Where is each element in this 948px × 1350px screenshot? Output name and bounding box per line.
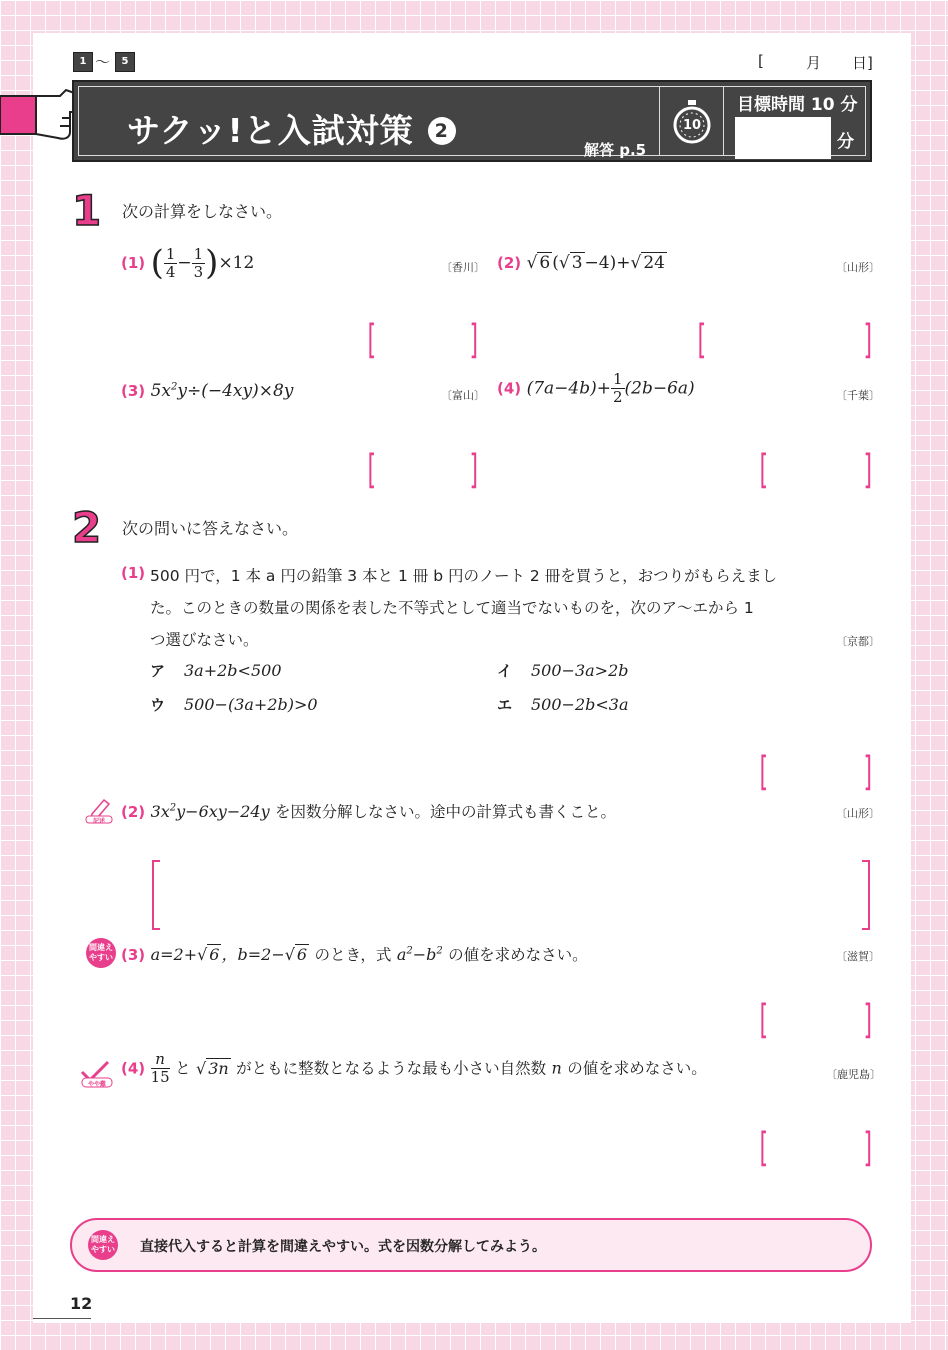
choice-key: ウ [150,696,166,714]
problem-label: (1) [121,254,146,272]
answer-bracket-left: [ [759,749,769,795]
answer-bracket-left: [ [697,317,707,363]
minutes-unit-label: 分 [837,132,854,152]
banner-frame [78,86,866,159]
choice-item [150,694,318,715]
choice-text: 500−2b<3a [531,695,629,714]
date-day: 日] [852,54,873,72]
answer-bracket-left: [ [367,317,377,363]
problem-label: (3) [121,946,146,964]
answer-bracket-right: ] [863,1125,873,1171]
date-month: 月 [806,54,822,72]
unit-start-tag: 1 [73,52,93,72]
problem-text-line: 500 円で，1 本 a 円の鉛筆 3 本と 1 冊 b 円のノート 2 冊を買うと，おつりがもらえまし [150,567,778,585]
answer-bracket-right: ] [469,317,479,363]
answer-bracket-left: [ [759,1125,769,1171]
divider [659,87,660,155]
question-stem: 次の問いに答えなさい。 [122,519,299,538]
answer-bracket-left: [ [759,997,769,1043]
answer-bracket-right: ] [469,447,479,493]
unit-end-tag: 5 [115,52,135,72]
slightly-hard-icon [80,1058,114,1092]
choice-text: 3a+2b<500 [184,661,282,680]
problem-text-line: た。このときの数量の関係を表した不等式として適当でないものを，次のア〜エから 1 [150,599,754,617]
mistake-prone-icon: 間違えやすい [86,938,116,968]
choice-item [150,660,282,681]
answer-bracket-left: [ [367,447,377,493]
slightly-hard-icon-label: やや難 [87,1081,106,1088]
question-number: 2 [72,503,102,552]
problem-expression: (4) (7a−4b)+ $\frac{1}{2}$ (2b−6a) [497,370,695,406]
target-time-label: 目標時間 10 分 [737,95,858,115]
source-label: 〔香川〕 [441,261,485,274]
problem-text-line: つ選びなさい。 [150,631,259,649]
question-number: 1 [72,186,102,235]
choice-key: ア [150,662,166,680]
page-number: 12 [70,1294,93,1313]
title-number-badge: 2 [428,117,456,145]
pencil-icon [84,796,114,828]
choice-item [497,694,629,715]
problem-label: (2) [121,803,146,821]
source-label: 〔山形〕 [836,807,880,820]
problem-expression: (2) √ 6 (√ 3 −4)+√ 24 [497,253,665,273]
problem-label: (1) [121,564,146,582]
answer-bracket-left: [ [759,447,769,493]
page-number-rule [33,1318,91,1319]
source-label: 〔鹿児島〕 [826,1068,881,1081]
answer-bracket-right [862,860,870,930]
problem-label: (2) [497,254,522,272]
answer-bracket-left [152,860,160,930]
timer-value: 10 [682,118,702,133]
source-label: 〔千葉〕 [836,389,880,402]
problem-text: を因数分解しなさい。途中の計算式も書くこと。 [275,803,617,821]
problem-label: (4) [121,1059,146,1078]
date-open-bracket: [ [758,52,764,70]
answer-bracket-right: ] [863,997,873,1043]
source-label: 〔富山〕 [441,389,485,402]
problem-expression: (3) $5x^2y\div(-4xy)\times 8y$ [121,381,294,401]
problem-label: (4) [497,379,522,398]
source-label: 〔京都〕 [836,635,880,648]
title-banner [72,80,872,162]
answer-bracket-right: ] [863,447,873,493]
choice-text: 500−3a>2b [531,661,629,680]
answer-bracket-right: ] [863,317,873,363]
problem-text: のとき，式 [314,946,392,964]
page-title-text: サクッ!と入試対策 [127,111,414,150]
problem-text: の値を求めなさい。 [448,946,588,964]
choice-key: イ [497,662,513,680]
mistake-prone-icon: 間違えやすい [88,1230,118,1260]
problem-label: (3) [121,382,146,400]
choice-text: 500−(3a+2b)>0 [184,695,318,714]
pencil-icon-label: 記述 [92,818,105,825]
source-label: 〔山形〕 [836,261,880,274]
unit-separator: 〜 [95,53,111,71]
hint-text: 直接代入すると計算を間違えやすい。式を因数分解してみよう。 [140,1239,546,1255]
choice-key: エ [497,696,513,714]
problem-expression: (4) $\frac{n}{15}$ と √ 3n がともに整数となるような最も小さい自然数 n の値を求めなさい。 [121,1050,707,1086]
problem-expression: (3) a=2+√ 6 ，b=2−√ 6 のとき，式 $a^2-b^2$ の値を求めなさい。 [121,945,588,964]
problem-text: と [175,1059,191,1078]
answer-reference: 解答 p.5 [584,141,647,159]
time-entry-box[interactable] [735,117,831,159]
problem-expression: (2) $3x^2y-6xy-24y$ を因数分解しなさい。途中の計算式も書くこと。 [121,802,617,821]
problem-expression: (1) ( $\frac{1}{4}$ − $\frac{1}{3}$ )×12 [121,243,255,283]
choice-item [497,660,629,681]
source-label: 〔滋賀〕 [836,950,880,963]
page-title [127,105,456,152]
divider [723,87,724,155]
answer-bracket-right: ] [863,749,873,795]
hint-box [70,1218,872,1272]
stopwatch-icon [672,100,712,148]
question-stem: 次の計算をしなさい。 [122,202,283,221]
problem-text: の値を求めなさい。 [567,1059,707,1078]
problem-text: がともに整数となるような最も小さい自然数 [236,1059,547,1078]
